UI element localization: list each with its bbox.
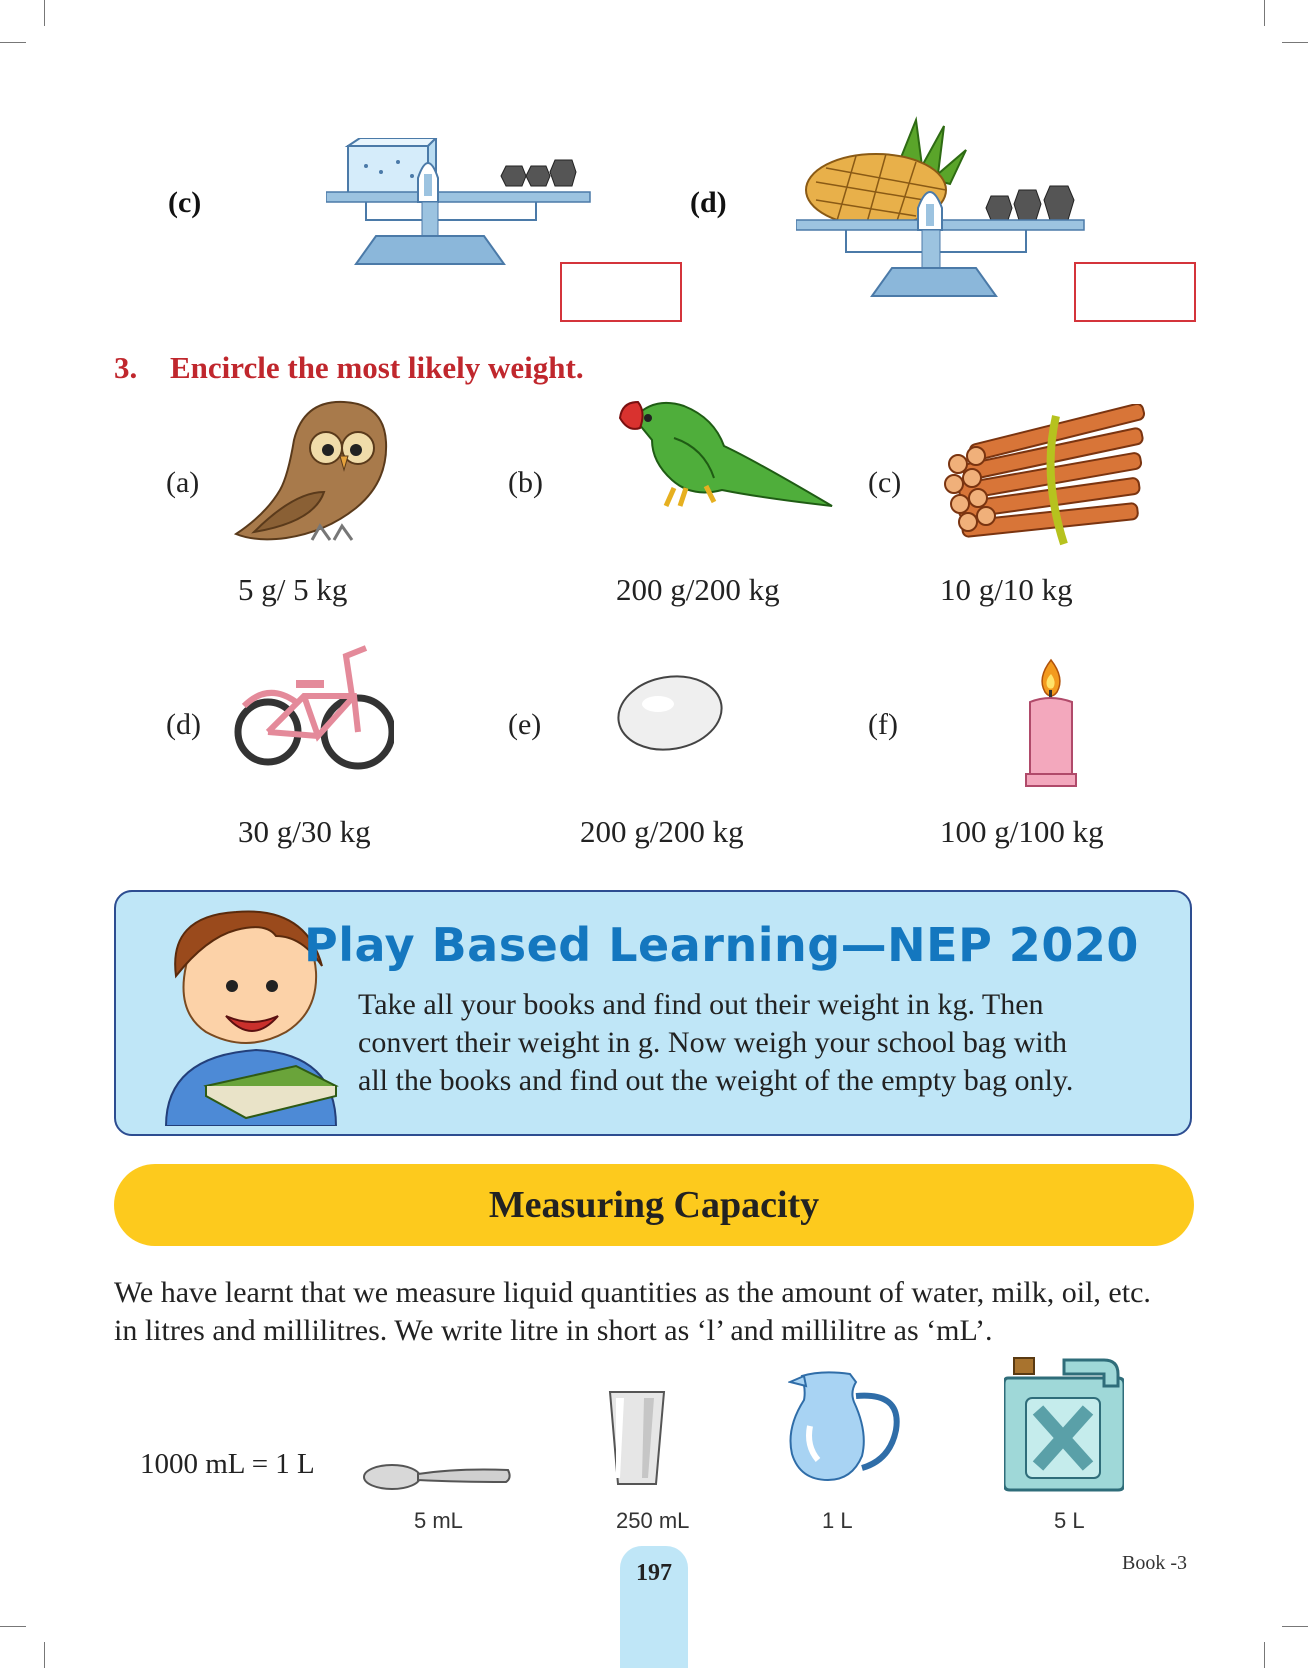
container-label-glass: 250 mL bbox=[616, 1508, 690, 1533]
pbl-line: convert their weight in g. Now weigh your school bag with bbox=[358, 1026, 1068, 1059]
container-label-jug: 1 L bbox=[822, 1508, 853, 1533]
crop-mark bbox=[1282, 42, 1308, 43]
options-c[interactable]: 10 g/10 kg bbox=[940, 572, 1073, 607]
crop-mark bbox=[0, 42, 26, 43]
bundle-of-wood-illustration bbox=[938, 404, 1150, 550]
can-illustration bbox=[1004, 1354, 1124, 1494]
crop-mark bbox=[1264, 1642, 1265, 1668]
options-e[interactable]: 200 g/200 kg bbox=[580, 814, 744, 849]
option-label-c: (c) bbox=[868, 466, 902, 499]
pbl-line: all the books and find out the weight of the empty bag only. bbox=[358, 1064, 1074, 1097]
item-label-d: (d) bbox=[690, 186, 727, 219]
crop-mark bbox=[1282, 1626, 1308, 1627]
answer-box-c[interactable] bbox=[560, 262, 682, 322]
play-based-learning-text bbox=[358, 986, 1158, 1100]
option-label-d: (d) bbox=[166, 708, 201, 741]
item-label-c: (c) bbox=[168, 186, 202, 219]
pbl-line: Take all your books and find out their weight in kg. Then bbox=[358, 988, 1044, 1021]
conversion-equation: 1000 mL = 1 L bbox=[140, 1448, 315, 1480]
balance-scale-ice-illustration bbox=[326, 138, 596, 268]
option-label-e: (e) bbox=[508, 708, 542, 741]
jug-illustration bbox=[788, 1366, 908, 1484]
parrot-illustration bbox=[614, 398, 834, 532]
options-a[interactable]: 5 g/ 5 kg bbox=[238, 572, 348, 607]
answer-box-d[interactable] bbox=[1074, 262, 1196, 322]
crop-mark bbox=[0, 1626, 26, 1627]
glass-illustration bbox=[606, 1388, 668, 1488]
paragraph-line: We have learnt that we measure liquid quantities as the amount of water, milk, oil, etc. bbox=[114, 1276, 1151, 1309]
owl-illustration bbox=[234, 400, 390, 548]
crop-mark bbox=[44, 0, 45, 26]
candle-illustration bbox=[1018, 656, 1084, 790]
capacity-paragraph bbox=[114, 1274, 1204, 1350]
container-label-can: 5 L bbox=[1054, 1508, 1085, 1533]
options-b[interactable]: 200 g/200 kg bbox=[616, 572, 780, 607]
options-f[interactable]: 100 g/100 kg bbox=[940, 814, 1104, 849]
crop-mark bbox=[44, 1642, 45, 1668]
bicycle-illustration bbox=[234, 636, 394, 778]
egg-illustration bbox=[614, 672, 726, 754]
options-d[interactable]: 30 g/30 kg bbox=[238, 814, 371, 849]
paragraph-line: in litres and millilitres. We write litre in short as ‘l’ and millilitre as ‘mL’. bbox=[114, 1314, 993, 1347]
crop-mark bbox=[1264, 0, 1265, 26]
question-title: Encircle the most likely weight. bbox=[170, 350, 584, 385]
option-label-f: (f) bbox=[868, 708, 898, 741]
page-number: 197 bbox=[636, 1560, 672, 1586]
book-label: Book -3 bbox=[1122, 1552, 1187, 1574]
question-number: 3. bbox=[114, 350, 138, 385]
container-label-spoon: 5 mL bbox=[414, 1508, 463, 1533]
spoon-illustration bbox=[362, 1460, 512, 1494]
section-heading: Measuring Capacity bbox=[488, 1184, 820, 1226]
play-based-learning-title: Play Based Learning—NEP 2020 bbox=[304, 918, 1139, 972]
balance-scale-pineapple-illustration bbox=[796, 112, 1086, 300]
option-label-a: (a) bbox=[166, 466, 200, 499]
option-label-b: (b) bbox=[508, 466, 543, 499]
